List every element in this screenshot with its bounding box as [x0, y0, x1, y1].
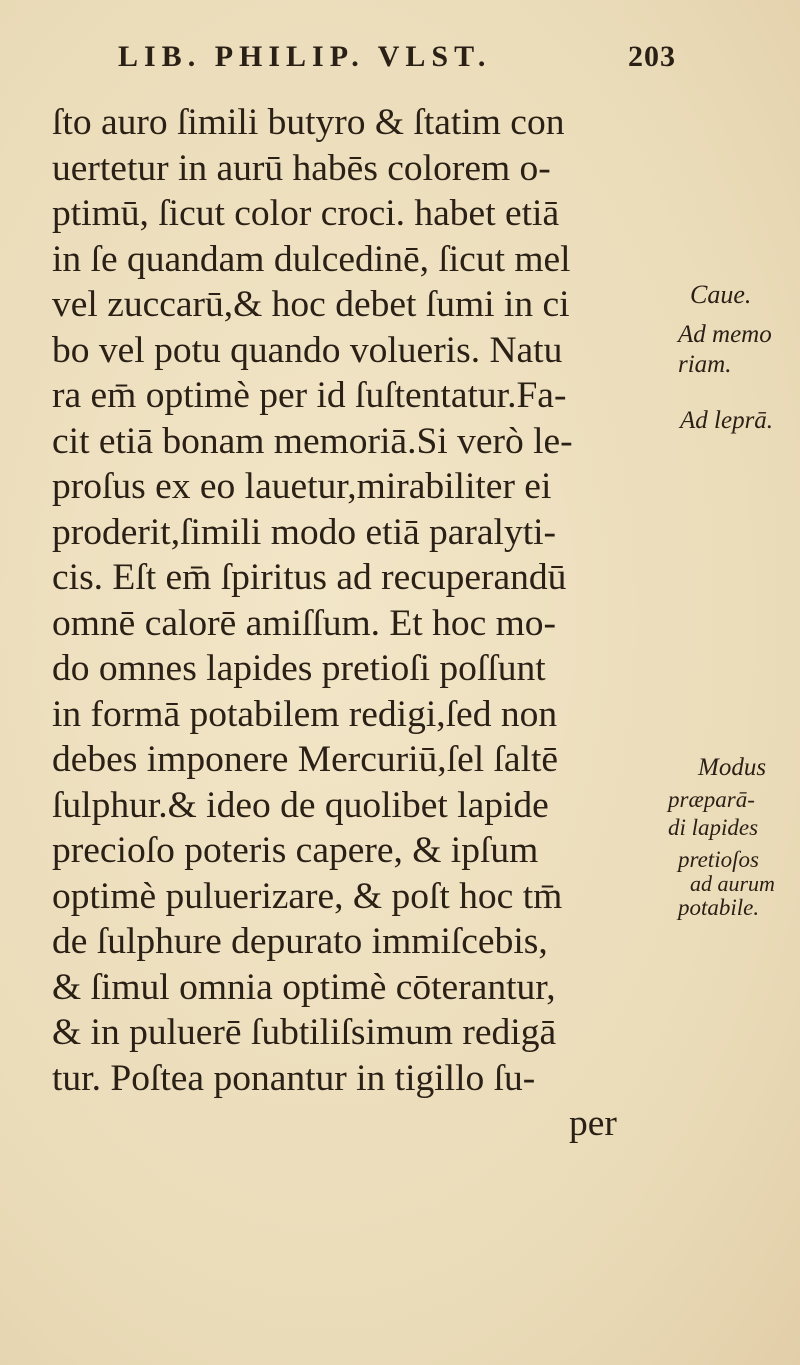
text-line: bo vel potu quando volueris. Natu — [52, 329, 563, 371]
text-line: precioſo poteris capere, & ipſum — [52, 830, 539, 871]
text-line: ſulphur.& ideo de quolibet lapide — [52, 784, 549, 826]
text-line: ptimū, ſicut color croci. habet etiā — [52, 193, 560, 234]
margin-note-potabile: potabile. — [678, 895, 760, 920]
text-line: tur. Poſtea ponantur in tigillo ſu- — [52, 1057, 536, 1099]
text-line: cis. Eſt em̄ ſpiritus ad recuperandū — [52, 557, 567, 598]
margin-note-ad-aurum: ad aurum — [690, 871, 775, 896]
margin-note-memoriam-1: Ad memo — [678, 321, 772, 348]
text-line: uertetur in aurū habēs colorem o- — [52, 147, 551, 189]
text-line: & ſimul omnia optimè cōterantur, — [52, 966, 556, 1008]
text-line: omnē calorē amiſſum. Et hoc mo- — [52, 602, 557, 644]
margin-note-praeparandi: præparā- — [668, 787, 755, 812]
margin-note-pretiosos: pretioſos — [678, 847, 759, 872]
margin-note-caue: Caue. — [690, 280, 752, 309]
text-line: debes imponere Mercuriū,ſel ſaltē — [52, 739, 559, 780]
page-number: 203 — [628, 40, 676, 73]
text-line: proderit,ſimili modo etiā paralyti- — [52, 511, 557, 553]
text-line: in ſe quandam dulcedinē, ſicut mel — [52, 238, 571, 280]
text-line: proſus ex eo lauetur,mirabiliter ei — [52, 466, 552, 507]
text-line: ra em̄ optimè per id ſuſtentatur.Fa- — [52, 375, 567, 416]
margin-note-memoriam-2: riam. — [678, 351, 732, 378]
text-line: do omnes lapides pretioſi poſſunt — [52, 648, 546, 689]
text-line: vel zuccarū,& hoc debet ſumi in ci — [52, 284, 570, 325]
margin-note-lepram: Ad leprā. — [680, 407, 774, 434]
margin-note-lapides: di lapides — [668, 815, 759, 840]
catchword: per — [569, 1103, 617, 1144]
text-line: & in puluerē ſubtiliſsimum redigā — [52, 1012, 557, 1053]
main-text-block — [52, 100, 662, 1147]
text-line: optimè puluerizare, & poſt hoc tm̄ — [52, 875, 563, 917]
running-title: LIB. PHILIP. VLST. — [118, 40, 492, 73]
text-line: cit etiā bonam memoriā.Si verò le- — [52, 420, 573, 462]
text-line: ſto auro ſimili butyro & ſtatim con — [52, 102, 565, 143]
margin-note-modus: Modus — [698, 754, 767, 781]
text-line: in formā potabilem redigi,ſed non — [52, 693, 558, 735]
text-line: de ſulphure depurato immiſcebis, — [52, 921, 548, 962]
